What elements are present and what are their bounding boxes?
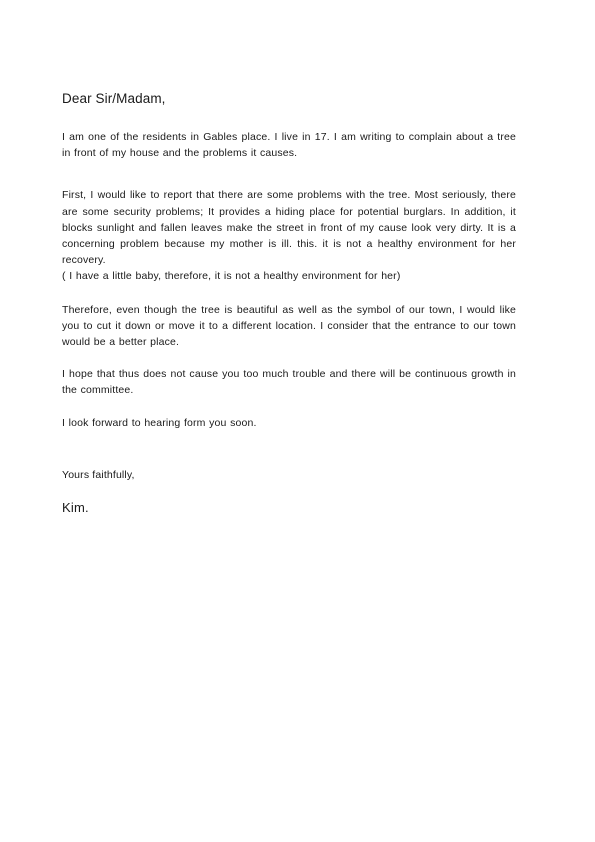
intro-paragraph: I am one of the residents in Gables place. I live in 17. I am writing to complain about a tree in front of my house and the problems it causes. (62, 131, 516, 160)
look-forward-paragraph: I look forward to hearing form you soon. (62, 416, 257, 429)
hope-paragraph: I hope that thus does not cause you too much trouble and there will be continuous growth in the committee. (62, 368, 516, 397)
baby-note: ( I have a little baby, therefore, it is not a healthy environment for her) (62, 270, 401, 283)
request-paragraph: Therefore, even though the tree is beautiful as well as the symbol of our town, I would like you to cut it down or move it to a different location. I consider that the entrance to our town would be a better place. (62, 303, 516, 349)
letter-body (62, 91, 516, 516)
salutation: Dear Sir/Madam, (62, 91, 166, 106)
closing: Yours faithfully, (62, 468, 135, 481)
signature: Kim. (62, 499, 89, 515)
problems-paragraph: First, I would like to report that there are some problems with the tree. Most seriously, there are some security problems; It provides a hiding place for potential burglars. In addition, it blocks sunlight and fallen leaves make the street in front of my cause look very dirty. It is a concerning problem because my mother is ill. this. it is not a healthy environment for her recovery. (62, 189, 516, 267)
